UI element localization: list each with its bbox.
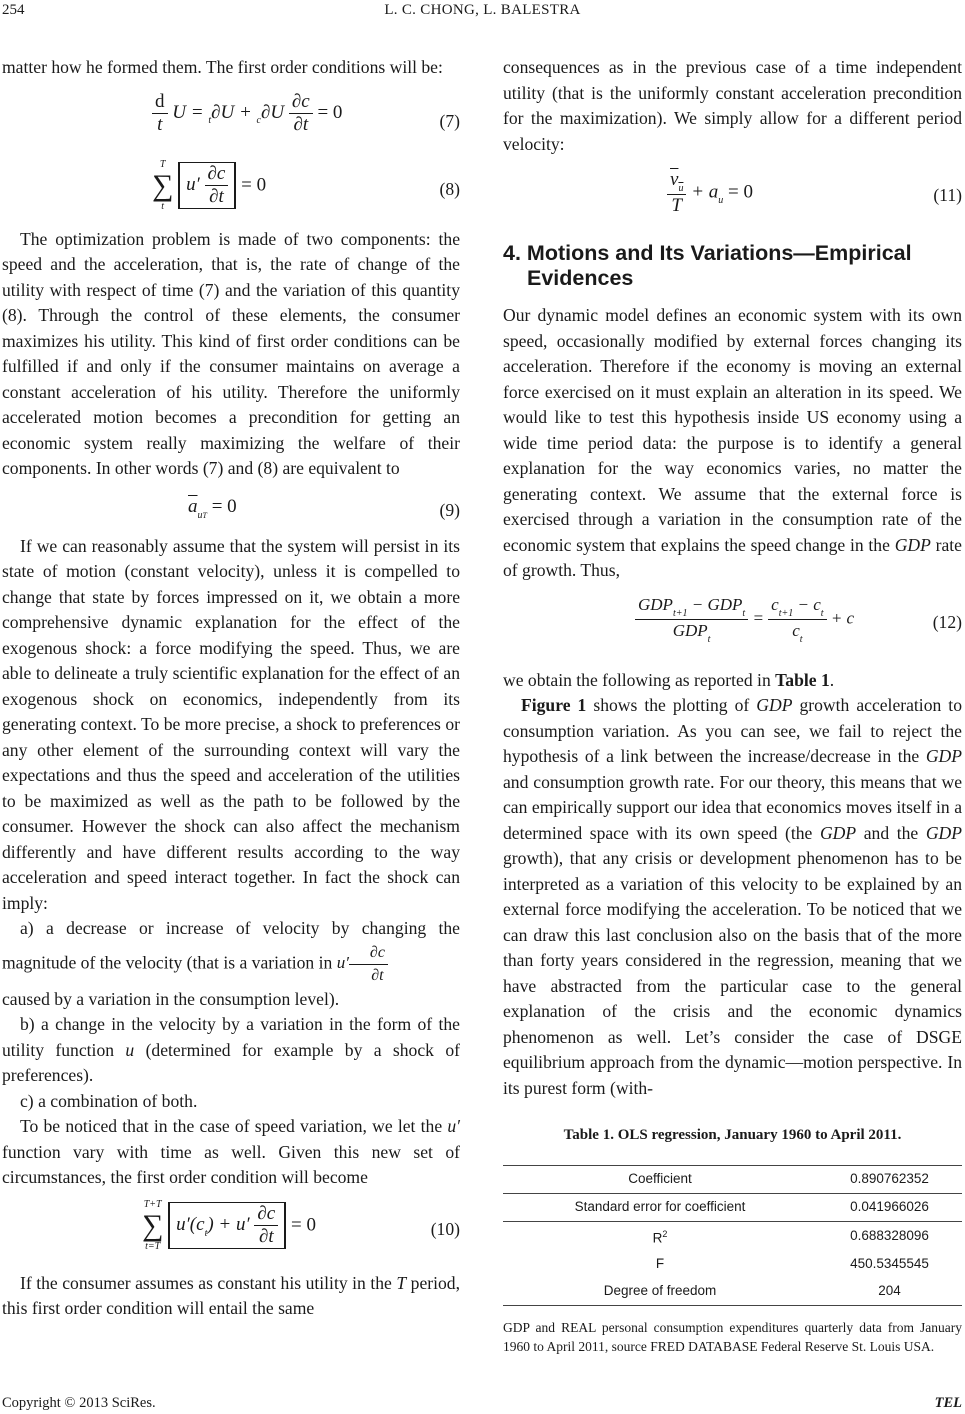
paragraph-constant-utility: If the consumer assumes as constant his utility in the T period, this first order condition will entail the same — [2, 1272, 461, 1318]
equation-9: $\overline{a}_{uT} = 0$ (9) — [2, 488, 460, 530]
running-head-authors: L. C. CHONG, L. BALESTRA — [384, 2, 581, 18]
paragraph-consequences: consequences as in the previous case of a time independent utility (that is the uniformly constant acceleration precondition for the maximization). We simply allow for a different period velocity: — [503, 57, 962, 154]
table-row: Standard error for coefficient 0.041966026 — [503, 1193, 962, 1221]
journal-abbrev: TEL — [934, 1395, 962, 1411]
equation-8: T ∑ t u′ $\frac{\partial c}{\partial t}$ = 0 (8) — [152, 158, 460, 212]
copyright: Copyright © 2013 SciRes. — [2, 1395, 156, 1411]
equation-number: (10) — [430, 1218, 460, 1239]
table-row: Coefficient 0.890762352 — [503, 1165, 962, 1193]
equation-7: $\frac{d}{t}$ U = $_t$∂U + $_c$∂U $\frac{\partial c}{\partial t}$ = 0 (7) — [2, 87, 460, 157]
right-column — [503, 55, 962, 1356]
paragraph-dynamic-model: Our dynamic model defines an economic system with its own speed, occasionally modified by external forces changing its acceleration. Therefore if the economy is moving an external force exercised on it must explain an alteration in its speed. We would like to test this hypothesis inside US economy using a wide time period data: the purpose is to identify a general explanation for the way economics varies, no matter the generating context. We assume that the external force is exercised through a variation in the consumption rate of the economic system that explains the speed change in the GDP rate of growth. Thus, — [503, 305, 962, 580]
equation-number: (12) — [932, 611, 962, 632]
table-note: GDP and REAL personal consumption expenditures quarterly data from January 1960 to April 2011, source FRED DATABASE Federal Reserve St. Louis USA. — [503, 1319, 962, 1354]
equation-11: $\frac{v_u}{T}$ + $a_u = 0$ (11) — [503, 163, 962, 235]
table-row: $R^2$ 0.688328096 — [503, 1221, 962, 1251]
list-item-a-cont: caused by a variation in the consumption level). — [2, 988, 340, 1009]
equation-number: (8) — [439, 178, 460, 199]
equation-number: (11) — [933, 185, 962, 205]
left-column — [2, 55, 460, 1322]
table-row: F 450.5345545 — [655, 1256, 929, 1272]
equation-12: $\frac{GDP_{t+1} - GDP_t}{GDP_t}$ = $\frac{c_{t+1} - c_t}{c_t}$ + c (12) — [503, 590, 962, 660]
paragraph-intro: matter how he formed them. The first order conditions will be: — [2, 57, 443, 77]
table-row: Degree of freedom 204 — [503, 1278, 962, 1306]
paragraph-speed-variation: To be noticed that in the case of speed variation, we let the u′ function vary with time as well. Given this new set of circumstances, the first order condition will become — [2, 1116, 460, 1187]
page-number: 254 — [2, 2, 25, 18]
table-1 — [503, 1123, 962, 1356]
page-header — [0, 2, 965, 24]
paragraph-motion: If we can reasonably assume that the system will persist in its state of motion (constant velocity), unless it is compelled to change that state by forces impressed on it, we obtain a more comprehensive dynamic explanation for the effect of the exogenous shock: a force modifying the speed. Thus, we are able to delineate a truly scientific explanation for the effect of an exogenous shock on economics, independently from its generating context. To be more precise, a shock to preferences or any other element of the surrounding context will vary the expectations and thus the speed and acceleration of the utilities to be maximized as well as the path to be followed by the consumer. However the shock can also affect the mechanism differently and have different results according to the way acceleration and speed interact together. In fact the shock can imply: — [2, 535, 460, 913]
equation-number: (9) — [439, 499, 460, 520]
list-item-c: c) a combination of both. — [20, 1090, 198, 1111]
equation-number: (7) — [439, 110, 460, 131]
paragraph-optimization: The optimization problem is made of two components: the speed and the acceleration, that is, the rate of change of the utility with respect of time (7) and the variation of this quantity (8). Through the control of these elements, the consumer maximizes his utility. This kind of first order conditions can be fulfilled if and only if the consumer maintains on average a constant acceleration of his utility. Therefore the uniformly accelerated motion becomes a precondition for getting an economic system really maximizing the welfare of their components. In other words (7) and (8) are equivalent to — [2, 228, 460, 478]
table-caption: Table 1. OLS regression, January 1960 to April 2011. — [563, 1127, 902, 1143]
list-item-b: b) a change in the velocity by a variation in the form of the utility function u (determined for example by a shock of preferences). — [2, 1014, 460, 1085]
paragraph-obtain: we obtain the following as reported in Table 1. — [503, 669, 835, 690]
section-heading: 4. Motions and Its Variations—Empirical Evidences — [503, 241, 912, 290]
regression-table — [503, 1165, 962, 1306]
list-item-a: a) a decrease or increase of velocity by changing the magnitude of the velocity (that is a variation in u′ $\frac{\partial c}{\partial t}$ — [2, 918, 460, 984]
equation-10: T+T ∑ t=T $u'(c_t) + u'$ $\frac{\partial c}{\partial t}$ = 0 (10) — [142, 1198, 460, 1252]
page-footer — [2, 1395, 962, 1412]
paragraph-figure-discussion: Figure 1 shows the plotting of GDP growth acceleration to consumption variation. As you can see, we fail to reject the hypothesis of a link between the increase/decrease in the GDP and consumption growth rate. For our theory, this means that we can empirically support our idea that economics moves itself in a determined space with its own speed (the GDP and the GDP growth), that any crisis or development phenomenon has to be interpreted as a variation of this velocity to be explained by an external force modifying the acceleration. To be noticed that we can draw this last conclusion also on the basis that of the more than forty years considered in the regression, meaning that we have abstracted from the particular case to the general explanation of the crisis and the economic dynamics phenomenon as well. Let’s consider the case of DSGE equilibrium approach from the dynamic—motion perspective. In its purest form (with- — [503, 695, 962, 1098]
